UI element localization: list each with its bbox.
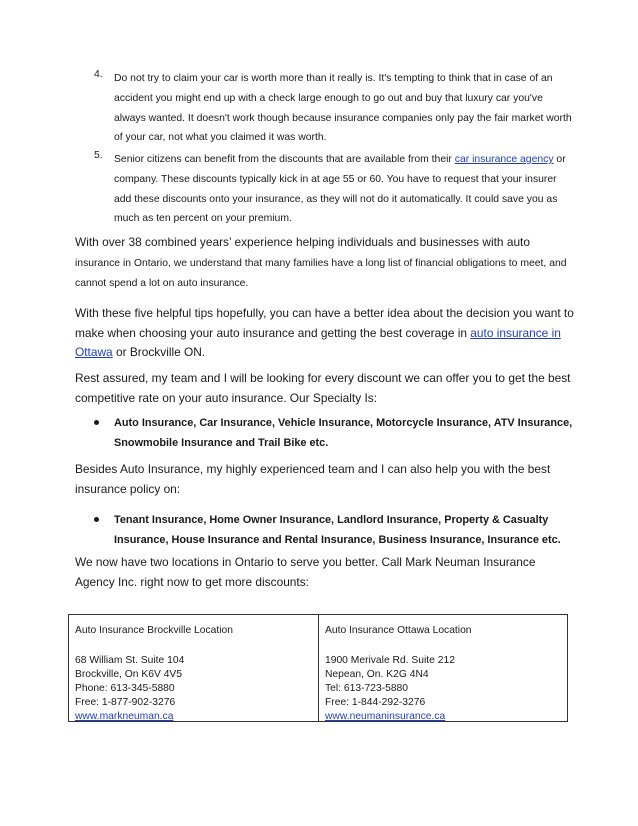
auto-insurance-ottawa-link[interactable]: auto insurance in Ottawa — [75, 325, 561, 359]
text-segment: or company. These discounts typically kick in at age 55 or 60. You have to request that your insurer add these discounts onto your insurance, as they will not do it automatically. It could save you as much as ten percent on your premium. — [114, 154, 566, 225]
location-phone: Phone: 613-345-5880 — [75, 683, 175, 694]
list-item-text — [114, 150, 574, 229]
location-city: Nepean, On. K2G 4N4 — [325, 669, 429, 680]
text-segment: Senior citizens can benefit from the discounts that are available from their — [114, 154, 455, 165]
text-segment: or Brockville ON. — [112, 345, 206, 359]
location-city: Brockville, On K6V 4V5 — [75, 669, 183, 680]
bullet-icon — [94, 517, 99, 522]
other-services-paragraph: Besides Auto Insurance, my highly experienced team and I can also help you with the best insurance policy on: — [75, 462, 551, 496]
list-number: 4. — [94, 69, 103, 80]
car-insurance-agency-link[interactable]: car insurance agency — [454, 154, 554, 165]
location-phone: Tel: 613-723-5880 — [325, 683, 409, 694]
experience-paragraph — [75, 232, 575, 294]
location-free-phone: Free: 1-877-902-3276 — [75, 697, 176, 708]
website-link[interactable]: www.markneuman.ca — [75, 711, 174, 722]
paragraph-rest: insurance in Ontario, we understand that many families have a long list of financial obligations to meet, and cannot spend a lot on auto insurance. — [75, 258, 567, 289]
bullet-item-specialty — [94, 413, 574, 453]
bullet-item-services — [94, 510, 574, 550]
tips-paragraph — [75, 304, 575, 363]
list-item-4 — [94, 69, 574, 148]
paragraph-lead: With over 38 combined years’ experience helping individuals and businesses with auto — [75, 235, 530, 249]
location-address: 1900 Merivale Rd. Suite 212 — [325, 655, 455, 666]
list-item-5 — [94, 150, 574, 229]
location-heading: Auto Insurance Brockville Location — [75, 625, 233, 636]
text-segment: With these five helpful tips hopefully, you can have a better idea about the decision you want to make when choosing your auto insurance and getting the best coverage in — [75, 306, 574, 340]
list-item-text: Do not try to claim your car is worth more than it really is. It's tempting to think that in case of an accident you might end up with a check large enough to go out and buy that luxury car you've always wanted. It doesn't work though because insurance companies only pay the fair market worth of your car, not what you claimed it was worth. — [114, 73, 572, 144]
specialty-paragraph: Rest assured, my team and I will be looking for every discount we can offer you to get the best competitive rate on your auto insurance. Our Specialty Is: — [75, 371, 571, 405]
bullet-text: Auto Insurance, Car Insurance, Vehicle Insurance, Motorcycle Insurance, ATV Insurance, Snowmobile Insurance and Trail Bike etc. — [114, 417, 573, 449]
locations-table — [68, 614, 568, 722]
locations-paragraph: We now have two locations in Ontario to serve you better. Call Mark Neuman Insurance Agency Inc. right now to get more discounts: — [75, 555, 536, 589]
location-address: 68 William St. Suite 104 — [75, 655, 185, 666]
location-cell-brockville — [69, 615, 318, 721]
bullet-icon — [94, 420, 99, 425]
location-cell-ottawa — [318, 615, 567, 721]
website-link[interactable]: www.neumaninsurance.ca — [325, 711, 446, 722]
location-free-phone: Free: 1-844-292-3276 — [325, 697, 426, 708]
bullet-text: Tenant Insurance, Home Owner Insurance, Landlord Insurance, Property & Casualty Insurance, House Insurance and Rental Insurance, Business Insurance, Insurance etc. — [114, 514, 561, 546]
location-heading: Auto Insurance Ottawa Location — [325, 625, 472, 636]
list-number: 5. — [94, 150, 103, 161]
